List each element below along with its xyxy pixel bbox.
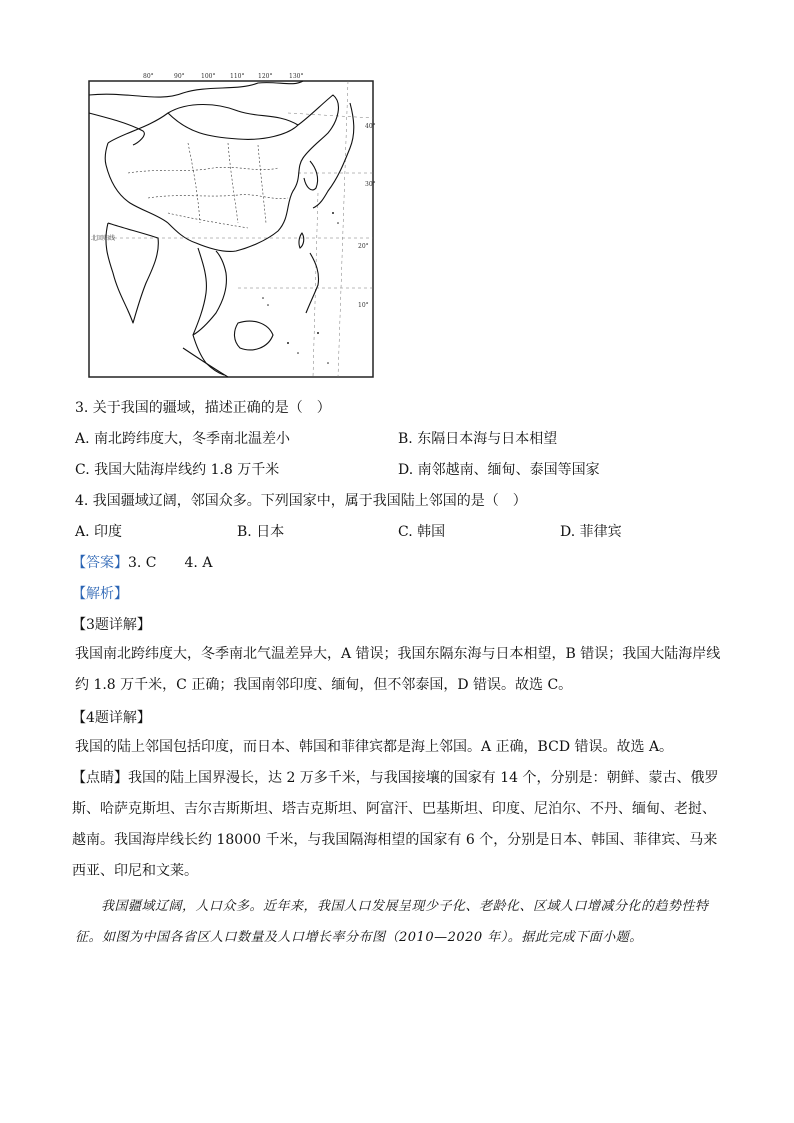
lat-label: 40° (365, 123, 376, 130)
detail4-label: 【4题详解】 (72, 710, 151, 726)
lon-label: 120° (258, 73, 273, 80)
lat-label: 10° (358, 302, 369, 309)
detail3-label: 【3题详解】 (72, 617, 151, 633)
q4-option-c: C. 韩国 (398, 524, 446, 540)
detail4-text: 我国的陆上邻国包括印度，而日本、韩国和菲律宾都是海上邻国。A 正确，BCD 错误。故选 A。 (75, 739, 674, 755)
q3-option-c: C. 我国大陆海岸线约 1.8 万千米 (75, 462, 280, 478)
q4-stem: 4. 我国疆域辽阔，邻国众多。下列国家中，属于我国陆上邻国的是（ ） (75, 493, 527, 509)
tip-label: 【点睛】 (72, 770, 128, 786)
q4-option-a: A. 印度 (75, 524, 123, 540)
intro-paragraph: 我国疆域辽阔，人口众多。近年来，我国人口发展呈现少子化、老龄化、区域人口增减分化的趋势性特征。如图为中国各省区人口数量及人口增长率分布图（2010—2020 年）。据此完成下面小题。 (75, 899, 709, 945)
lat-label: 30° (365, 181, 376, 188)
q3-option-b: B. 东隔日本海与日本相望 (398, 431, 558, 447)
q3-option-d: D. 南邻越南、缅甸、泰国等国家 (398, 462, 600, 478)
lon-label: 90° (174, 73, 185, 80)
analysis-label: 【解析】 (72, 586, 128, 602)
answer-label: 【答案】 (72, 555, 128, 571)
tip-paragraph (72, 763, 725, 887)
tip-text: 我国的陆上国界漫长，达 2 万多千米，与我国接壤的国家有 14 个，分别是：朝鲜、蒙古、俄罗斯、哈萨克斯坦、吉尔吉斯斯坦、塔吉克斯坦、阿富汗、巴基斯坦、印度、尼泊尔、不丹、缅甸、老挝、越南。我国海岸线长约 18000 千米，与我国隔海相望的国家有 6 个，分别是日本、韩国、菲律宾、马来西亚、印尼和文莱。 (72, 770, 719, 879)
lon-label: 80° (143, 73, 154, 80)
q3-stem: 3. 关于我国的疆域，描述正确的是（ ） (75, 400, 331, 416)
lat-label: 20° (358, 243, 369, 250)
lon-label: 130° (289, 73, 304, 80)
tropic-label: 北回归线 (91, 235, 116, 242)
q4-option-d: D. 菲律宾 (560, 524, 622, 540)
q4-option-b: B. 日本 (237, 524, 285, 540)
asia-map (88, 73, 374, 378)
detail3-text: 我国南北跨纬度大，冬季南北气温差异大，A 错误；我国东隔东海与日本相望，B 错误；我国大陆海岸线约 1.8 万千米，C 正确；我国南邻印度、缅甸，但不邻泰国，D 错误。故选 C。 (75, 646, 721, 693)
lon-label: 100° (201, 73, 216, 80)
answer-line (72, 552, 212, 572)
lon-label: 110° (230, 73, 245, 80)
q3-option-a: A. 南北跨纬度大，冬季南北温差小 (75, 431, 291, 447)
answer-value: 3. C 4. A (128, 555, 213, 571)
